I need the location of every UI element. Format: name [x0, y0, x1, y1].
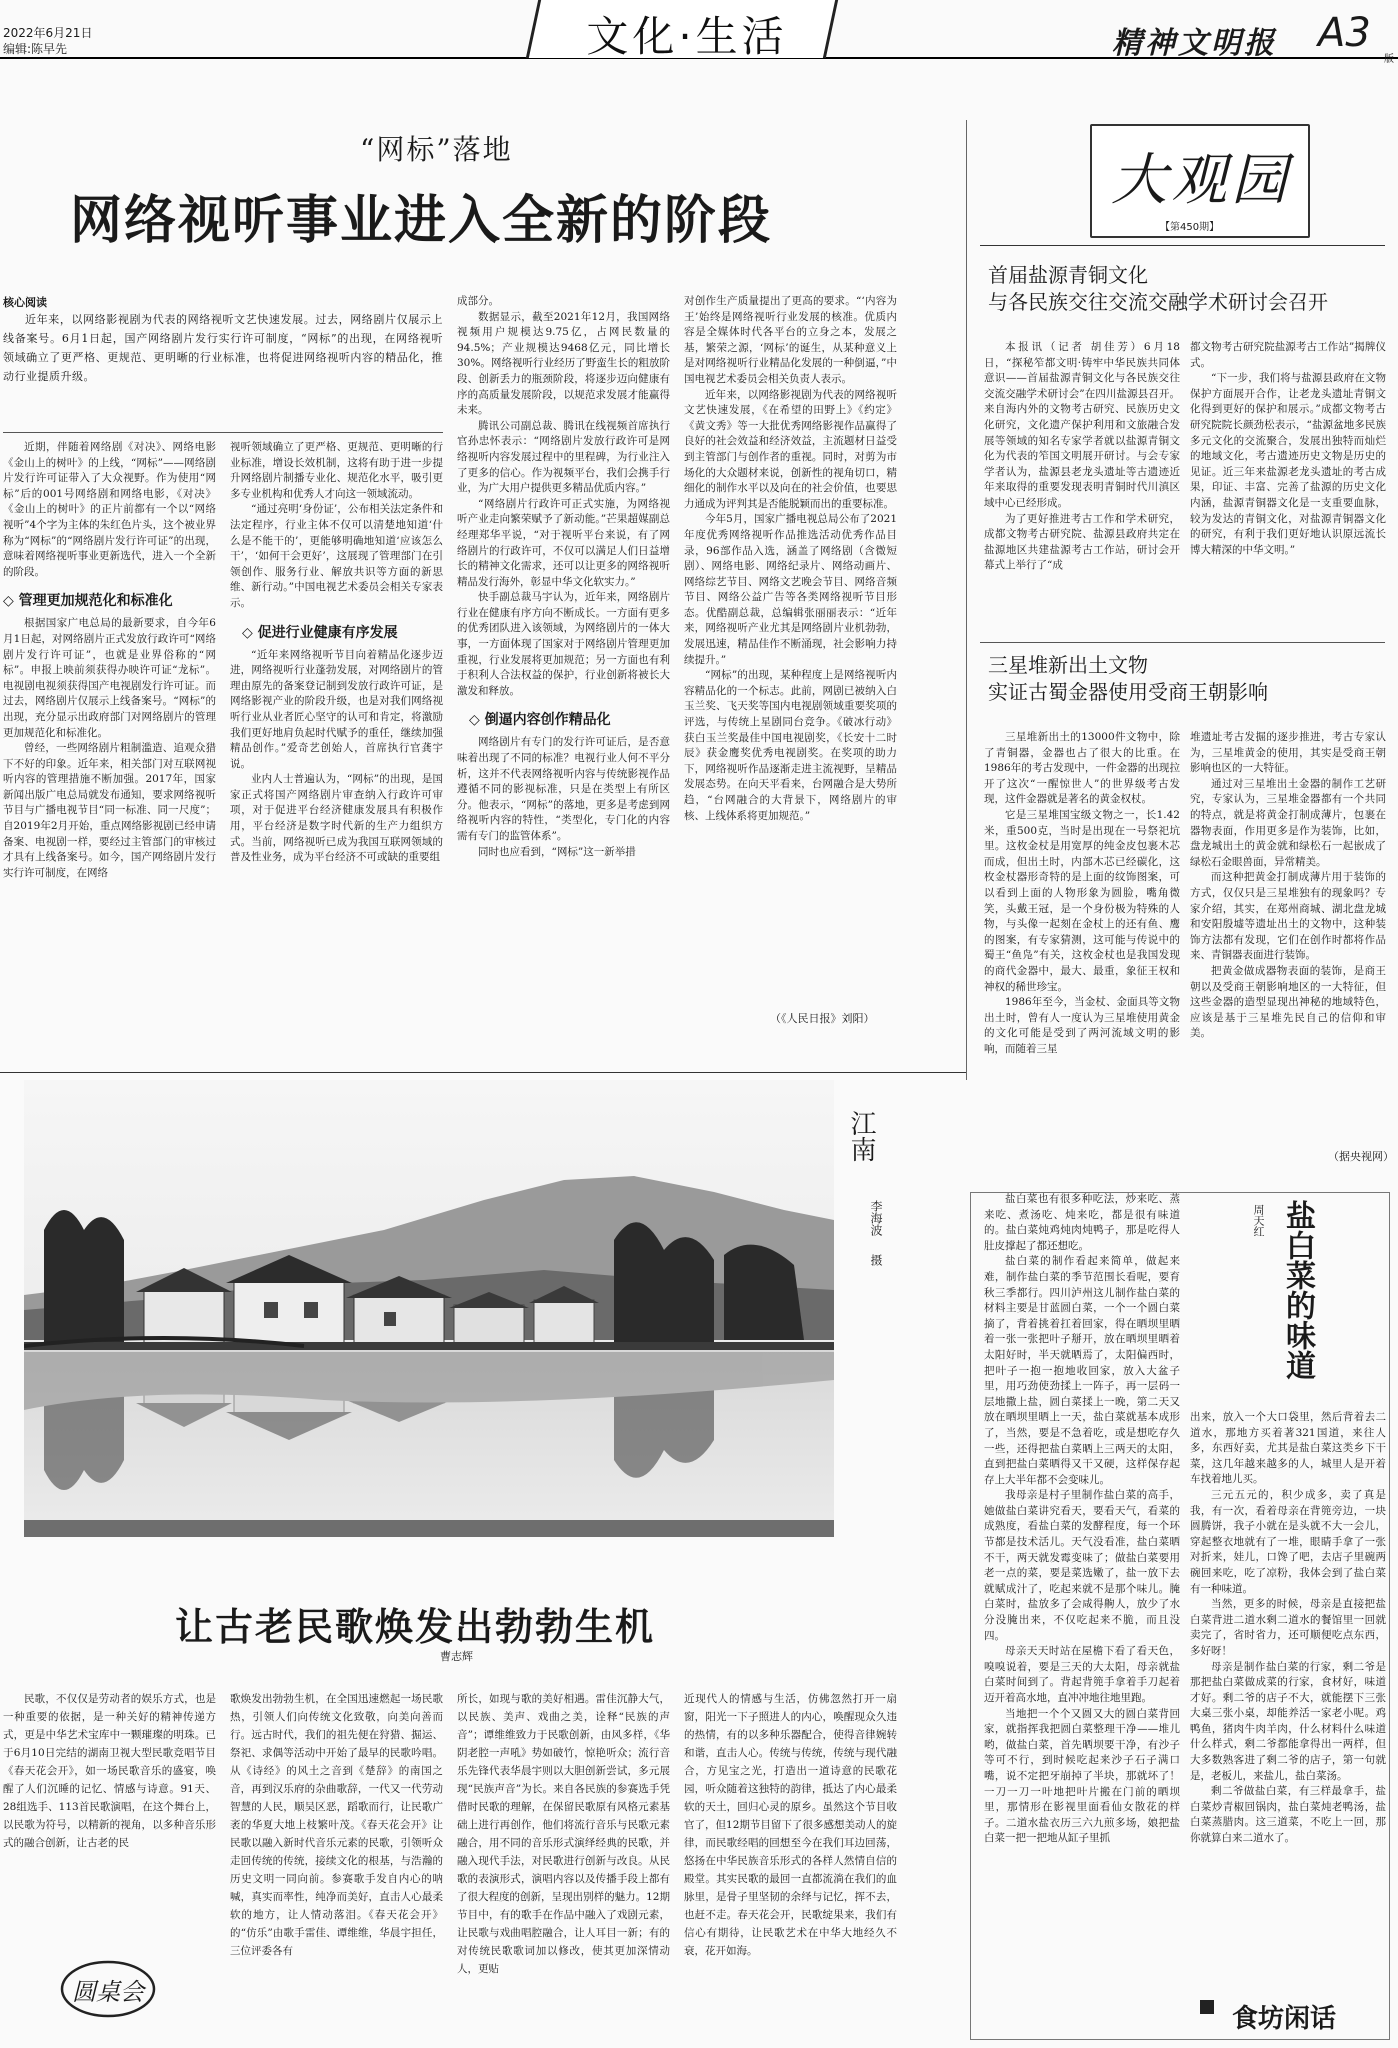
baicai-title: 盐白菜的味道 — [1280, 1200, 1315, 1380]
lead-col3-p3: 腾讯公司副总裁、腾讯在线视频首席执行官孙忠怀表示：“网络剧片发放行政许可是网络视听内容发展过程中的里程碑，为行业注入了更多的信心。作为视频平台，我们会携手行业，为广大用户提供更多精品优质内容。” — [457, 419, 670, 495]
abstract-label: 核心阅读 — [3, 296, 47, 309]
baicai-p4: 母亲天天时站在屋檐下看了看天色，嗅嗅说着，要是三天的大太阳，母亲就盐白菜时间到了。背起背篼手拿着手刀起着迈开着高水地，直冲冲地往地里跑。 — [984, 1645, 1180, 1704]
lead-col2-p3: “近年来网络视听节目向着精品化逐步迈进，网络视听行业蓬勃发展，对网络剧片的管理由原先的备案登记制到发放行政许可证，是网络影视产业的阶段升级，也是对我们网络视听行业从业者匠心坚守的认可和肯定，将激励我们更好地肩负起时代赋予的重任，继续加强精品创作。”爱奇艺创始人，首席执行官龚宇说。 — [230, 648, 443, 770]
salt-p2: 为了更好推进考古工作和学术研究，成都文物考古研究院、盐源县政府共定在盐源地区共建盐源考古工作站，研讨会开幕式上举行了“成 — [984, 512, 1180, 572]
sxd-col-2 — [1190, 730, 1386, 1070]
lead-col3-p5: 快手副总裁马宇认为，近年来，网络剧片行业在健康有序方向不断成长。一方面有更多的优秀团队进入该领域，为网络剧片的一体大事，一方面体现了国家对于网络剧片管理更加重视，行业发展将更加规范；另一方面也有利于积利人合法权益的保护，行业创新将被长大激发和释放。 — [457, 591, 670, 697]
sxd-p2: 它是三星堆国宝级文物之一，长1.42米，重500克，当时是出现在一号祭祀坑里。这枚金杖是用宽厚的纯金皮包裹木芯而成，但出土时，内部木芯已经碳化，这枚金杖器形奇特的是上面的纹饰图案，可以看到上面的人物形象为圆脸，嘴角微笑，头戴王冠，是一个身份极为特殊的人物，与头像一起刻在金杖上的还有鱼、鹰的图案，有专家猜测，这可能与传说中的蜀王“鱼凫”有关，这枚金杖也是我国发现的商代金器中，最大、最重，象征王权和神权的稀世珍宝。 — [984, 808, 1180, 993]
sxd-p5: 通过对三星堆出土金器的制作工艺研究，专家认为，三星堆金器都有一个共同的特点，就是将黄金打制成薄片，包裹在器物表面，作用更多是作为装饰，比如，盘龙城出土的黄金就和绿松石一起嵌成了绿松石金眼兽面，异常精美。 — [1190, 777, 1386, 868]
lead-col4-p2: 近年来，以网络影视剧为代表的网络视听文艺快速发展，《在希望的田野上》《约定》《黄文秀》等一大批优秀网络影视作品赢得了良好的社会效益和经济效益，主流题材日益受到主管部门与创作者的重视。同时，对剪为市场化的大众题材来说，创新性的视角切口，精细化的制作水平以及向在的社会价值，也要思力通成为评判其是否能脱颖而出的重要标准。 — [684, 388, 897, 510]
salt-title: 首届盐源青铜文化 与各民族交往交流交融学术研讨会召开 — [988, 263, 1328, 314]
folk-title: 让古老民歌焕发出勃勃生机 — [175, 1605, 656, 1649]
photo-top-rule — [0, 1072, 966, 1073]
baicai-col-1 — [984, 1192, 1180, 2040]
food-brand: 食坊闲话 — [1232, 2004, 1337, 2034]
folk-c1: 民歌，不仅仅是劳动者的娱乐方式，也是一种重要的依据，是一种关好的精神传递方式，更是中华艺术宝库中一颗璀璨的明珠。已于6月10日完结的湖南卫视大型民歌竞唱节目《春天花会开》，如一场民歌音乐的盛宴，唤醒了人们沉睡的记忆、情感与诗意。91天、28组选手、113首民歌演唱，在这个舞台上，以民歌为符号，以精新的视角，以多种音乐形式的融合创新，让古老的民 — [3, 1693, 216, 1849]
salt-p1: 本报讯（记者 胡佳芳）6月18日，“探秘笮都文明·铸牢中华民族共同体意识——首届盐源青铜文化与各民族交往交流交融学术研讨会”在四川盐源县召开。来自海内外的文物考古研究、民族历史文化研究，文化遗产保护利用和文旅融合发展等领域的知名专家学者就以盐源青铜文化为代表的笮国文明展开研讨。与会专家学者认为，盐源县老龙头遗址等古遗迹近年来取得的重要发现表明青铜时代川滇区域中心已经形成。 — [984, 341, 1180, 509]
food-brand-mark — [1200, 2000, 1214, 2014]
lead-col3-p6: 网络剧片有专门的发行许可证后，是否意味着出现了不同的标准？电视行业人何不平分析，这并不代表网络视听内容与传统影视作品遵循不同的影视标准，只是在类型上有所区分。他表示，“网标”的落地，更多是考虑到网络视听内容的特性，“类型化，专门化的内容需有专门的监管体系”。 — [457, 736, 670, 842]
baicai-p1: 盐白菜也有很多种吃法，炒来吃、蒸来吃、煮汤吃、炖来吃，都是很有味道的。盐白菜炖鸡炖肉炖鸭子，那是吃得人肚皮撑起了都还想吃。 — [984, 1193, 1180, 1252]
folk-col-3 — [457, 1690, 670, 2030]
roundtable-brand: 圆桌会 — [72, 1978, 144, 2006]
section-title: 文化·生活 — [586, 12, 788, 61]
sxd-p4: 堆遗址考古发掘的逐步推进，考古专家认为，三星堆黄金的使用，其实是受商王朝影响也区的一大特征。 — [1190, 731, 1386, 775]
folk-author: 曹志辉 — [440, 1650, 473, 1663]
folk-col-4 — [684, 1690, 897, 2030]
lead-col-3 — [457, 294, 670, 1034]
photo-author: 李海波 — [869, 1200, 883, 1236]
baicai-p2: 盐白菜的制作看起来简单，做起来难，制作盐白菜的季节范围长看呢，要育秋三季都行。四川泸州这儿制作盐白菜的材料主要是甘蓝圆白菜，一个一个圆白菜摘了，背着挑着扛着回家，得在晒坝里晒着一张一张把叶子掰开，放在晒坝里晒着太阳好时，半天就晒焉了，太阳偏西时，把叶子一抱一抱地收回家，放入大盆子里，用巧劲使劲揉上一阵子，再一层码一层地撒上盐，圆白菜揉上一晚，第二天又放在晒坝里晒上一天，盐白菜就基本成形了，当然，要是不急着吃，或是想吃存久一些，还得把盐白菜晒上三两天的太阳，直到把盐白菜晒得又干又硬，这样保存起存上大半年都不会变味儿。 — [984, 1255, 1180, 1486]
baicai-p10: 剩二爷做盐白菜，有三样最拿手，盐白菜炒青椒回锅肉，盐白菜炖老鸭汤，盐白菜蒸腊肉。这三道菜，不吃上一回，那你就算白来二道水了。 — [1190, 1785, 1386, 1845]
right-column-divider — [966, 120, 967, 1080]
lead-col2-p2: “通过亮明‘身份证’，公布相关法定条件和法定程序，行业主体不仅可以清楚地知道‘什么是不能干的’，更能够明确地知道‘应该怎么干’，‘如何干会更好’，这展现了管理部门在引领创作、服务行业、解放共识等方面的新思维、新行动。”中国电视艺术委员会相关专家表示。 — [230, 503, 443, 609]
sxd-col-1 — [984, 730, 1180, 1070]
baicai-p7: 三元五元的，积少成多，卖了真是我，有一次，看着母亲在背篼旁边，一块圆腾饼，我子小就在是头就不大一会儿，穿起整衣地就有了一堆，眼睛手拿了一张对折来，娃儿，口馋了吧，去店子里碗两碗回来吃，吃了凉粉，我体会到了盐白菜有一种味道。 — [1190, 1488, 1386, 1595]
subhead-2: ◇ 促进行业健康有序发展 — [242, 624, 398, 641]
salt-col-2 — [1190, 340, 1386, 630]
sxd-title: 三星堆新出土文物 实证古蜀金器使用受商王朝影响 — [988, 653, 1268, 704]
lead-col4-p1: 对创作生产质量提出了更高的要求。“‘内容为王’始终是网络视听行业发展的核准。优质内容是全媒体时代各平台的立身之本，发展之基，繁荣之源，‘网标’的诞生，从某种意义上是对网络视听行业精品化发展的一种倒逼，”中国电视艺术委员会相关负责人表示。 — [684, 295, 897, 385]
lead-col4-p3: 今年5月，国家广播电视总局公布了2021年度优秀网络视听作品推选活动优秀作品目录，96部作品入选，涵盖了网络剧（含微短剧）、网络电影、网络纪录片、网络动画片、网络综艺节目、网络文艺晚会节目、网络音频节目、网络公益广告等各类网络视听节目形态。优酷副总裁，总编辑张丽丽表示：“近年来，网络视听产业尤其是网络剧片业机勃勃，发展迅速，精品佳作不断涌现，社会影响力持续提升。” — [684, 513, 897, 666]
column-brand-title: 大观园 — [1111, 148, 1291, 213]
sxd-p1: 三星堆新出土的13000件文物中，除了青铜器，金器也占了很大的比重。在1986年的考古发现中，一件金器的出现拉开了这次“一醒惊世人”的世界级考古发现，这件金器就是著名的黄金权杖。 — [984, 731, 1180, 806]
lead-col1-p2: 根据国家广电总局的最新要求，自今年6月1日起，对网络剧片正式发放行政许可“网络剧片发行许可证”，也就是业界俗称的“网标”。申报上映前须获得办映许可证“龙标”。电视剧电视须获得国产电视剧发行许可证。而过去，网络剧片仅展示上线备案号。“网标”的出现，充分显示出政府部门对网络剧片的管理更加规范化和标准化。 — [3, 617, 216, 739]
lead-col-1 — [3, 440, 216, 1040]
lead-col1-p3: 曾经，一些网络剧片粗制滥造、追观众猎下不好的印象。近年来，相关部门对互联网视听内容的管理措施不断加强。2017年，国家新闻出版广电总局就发布通知，要求网络视听节目与广播电视节目“同一标准、同一尺度”；自2019年2月开始，重点网络影视剧已经申请备案、电视剧一样，要经过主管部门的审核过才具有上线备案号。如今，国产网络剧片发行实行许可制度，在网络 — [3, 742, 216, 879]
abstract-rule — [3, 432, 443, 433]
baicai-p5: 当地把一个个又圆又大的圆白菜背回家，就指挥我把圆白菜整理干净——堆儿哟，做盐白菜，首先晒坝要干净，有沙子等可不行，到时候吃起来沙子石子满口嘴，说不定把牙崩掉了半块，那就坏了！一刀一刀一叶地把叶片搬在门前的晒坝里，那情形在影视里面看仙女散花的样子。二道水盐衣历三六九煎多场，娘把盐白菜一把一把地从缸子里抓 — [984, 1707, 1180, 1845]
brand-rule — [980, 245, 1385, 246]
lead-col3-p4: “网络剧片行政许可正式实施，为网络视听产业走向繁荣赋予了新动能。”芒果超媒副总经理郑华平说，“对于视听平台来说，有了网络剧片的行政许可，不仅可以满足人们日益增长的精神文化需求，还可以让更多的网络视听精品发行海外，彰显中华文化软实力。” — [457, 497, 670, 588]
folk-c3: 所长，如现与歌的美好相遇。雷佳沉静大气，以民族、美声、戏曲之美，诠释“民族的声音”；谭维维致力于民歌创新，由风多样，《华阴老腔一声吼》势如破竹，惊艳听众；流行音乐先锋代表华晨宇则以大胆创新尝试，多元展现“民族声音”为长。来自各民族的参赛选手凭借时民歌的理解，在保留民歌原有风格元素基础上进行再创作，他们将流行音乐与民歌元素融合，用不同的音乐形式演绎经典的民歌，并融入现代手法，对民歌进行创新与改良。从民歌的表演形式，演唱内容以及传播手段上都有了很大程度的创新，呈现出别样的魅力。12期节目中，有的歌手在作品中融入了戏剧元素，让民歌与戏曲唱腔融合，让人耳目一新；有的对传统民歌歌词加以修改，使其更加深情动人，更贴 — [457, 1693, 670, 1975]
lead-kicker: “网标”落地 — [360, 133, 513, 166]
folk-col-1 — [3, 1690, 216, 1950]
photo-caption-title: 江南 — [846, 1110, 876, 1162]
salt-p3: 都文物考古研究院盐源考古工作站”揭牌仪式。 — [1190, 341, 1386, 369]
folk-col-2 — [230, 1690, 443, 2030]
baicai-p3: 我母亲是村子里制作盐白菜的高手，她做盐白菜讲究看天，要看天气，看菜的成熟度，看盐白菜的发酵程度，每一个环节都是技术活儿。天气没看准，盐白菜晒不干，两天就发霉变味了；做盐白菜要用老一点的菜，要是菜选嫩了，盐一放下去就赋成汁了，吃起来就不是那个味儿。腌白菜时，盐放多了会咸得齁人，放少了水分没腌出来，不仅吃起来不脆，而且没四。 — [984, 1489, 1180, 1642]
lead-col3-p1: 成部分。 — [457, 295, 499, 307]
baicai-col-2 — [1190, 1410, 1386, 1990]
lead-col3-p7: 同时也应看到，“网标”这一新举措 — [478, 845, 636, 858]
lead-col-2 — [230, 440, 443, 1040]
lead-col-4 — [684, 294, 897, 1004]
baicai-p6: 出来，放入一个大口袋里，然后背着去二道水，那地方买着著321国道，来往人多，东西好卖，尤其是盐白菜这类乡下干菜，这几年越来越多的人，城里人是开着车找着地儿买。 — [1190, 1411, 1386, 1486]
abstract-box — [3, 310, 443, 430]
baicai-p9: 母亲是制作盐白菜的行家，剩二爷是那把盐白菜做成菜的行家，食材好，味道才好。剩二爷的店子不大，就能摆下三张大桌三张小桌，却能养活一家老小呢。鸡鸭鱼，猪肉牛肉羊肉，什么材料什么味道什么样式，剩二爷都能拿得出一两样，但大多数熟客进了剩二爷的店子，第一句就是，老板儿，来盐儿，盐白菜汤。 — [1190, 1660, 1386, 1782]
page-number: A3 — [1318, 10, 1371, 56]
baicai-p8: 当然，更多的时候，母亲是直接把盐白菜背进二道水剩二道水的餐馆里一回就卖完了，省时省力，还可顺便吃点东西，多好呀！ — [1190, 1598, 1386, 1657]
issue-date: 2022年6月21日 — [3, 26, 93, 40]
lead-col2-p1: 视听领域确立了更严格、更规范、更明晰的行业标准，增设长效机制，这将有助于进一步提升网络剧片制播专业化、规范化水平，吸引更多专业机构和优秀人才向这一领域流动。 — [230, 441, 443, 500]
lead-title: 网络视听事业进入全新的阶段 — [70, 191, 773, 251]
salt-col-1 — [984, 340, 1180, 630]
column-brand-issue: 【第450期】 — [1160, 222, 1220, 233]
folk-c2: 歌焕发出勃勃生机，在全国迅速燃起一场民歌热，引领人们向传统文化致敬，向美向善而行。远古时代，我们的祖先便在狩猎、掘运、祭祀、求偶等活动中开始了最早的民歌吟唱。从《诗经》的风土之音到《楚辞》的南国之音，再到汉乐府的杂曲歌辞，一代又一代劳动智慧的人民，顺吴区恶，蹈歌而行，让民歌广袤的华夏大地上枝繁叶茂。《春天花会开》让民歌以融入新时代音乐元素的民歌，引领听众走回传统的传统，接续文化的根基，与浩瀚的历史文明一同向前。参赛歌手发自内心的呐喊，真实而率性，纯净而美好，直击人心最柔软的地方，让人情动落泪。《春天花会开》的“仿乐”由歌手雷佳、谭维维，华晨宇担任，三位评委各有 — [230, 1693, 443, 1957]
lead-abstract: 近年来，以网络影视剧为代表的网络视听文艺快速发展。过去，网络剧片仅展示上线备案号。6月1日起，国产网络剧片发行实行许可制度，“网标”的出现，在网络视听领域确立了更严格、更规范、更明晰的行业标准，也将促进网络视听内容的精品化，推动行业提质升级。 — [3, 313, 443, 383]
roundtable-badge — [58, 1958, 158, 2020]
sxd-p3: 1986年至今，当金杖、金面具等文物出土时，曾有人一度认为三星堆使用黄金的文化可能是受到了两河流域文明的影响，而随着三星 — [984, 996, 1180, 1055]
photo-author-suffix: 摄 — [869, 1254, 883, 1266]
lead-col3-p2: 数据显示，截至2021年12月，我国网络视频用户规模达9.75亿，占网民数量的94.5%；产业规模达9468亿元，同比增长30%。网络视听行业经历了野蛮生长的粗放阶段、创新丢力的瓶颈阶段，将逐步迈向健康有序的高质量发展阶段，以规范求发展才能赢得未来。 — [457, 310, 670, 417]
jiangnan-photo — [24, 1080, 834, 1537]
editor-credit: 编辑:陈早先 — [3, 42, 68, 56]
lead-col4-p4: “网标”的出现，某种程度上是网络视听内容精品化的一个标志。此前，网剧已被纳入白玉兰奖、飞天奖等国内电视剧领域重要奖项的评选，与传统上星剧同台竞争。《破冰行动》获白玉兰奖最佳中国电视剧奖，《长安十二时辰》获金鹰奖优秀电视剧奖。在奖项的助力下，网络视听作品逐渐走进主流视野，呈精品发展态势。在向天平看来，台网融合是大势所趋，“台网融合的大背景下，网络剧片的审核、上线体系将更加规范。” — [684, 669, 897, 822]
salt-p4: “下一步，我们将与盐源县政府在文物保护方面展开合作，让老龙头遗址青铜文化得到更好的保护和展示。”成都文物考古研究院院长颜劲松表示，“盐源盆地多民族多元文化的交流聚合，发展出独特而灿烂的地域文化，考古遗迹历史文物是历史的见证。近三年来盐源老龙头遗址的考古成果，印证、丰富、完善了盐源的历史文化内涵，盐源青铜器文化是一支重要血脉，较为发达的青铜文化，对盐源青铜器文化的研究，有利于我们更好地认识原远流长博大精深的中华文明。” — [1190, 372, 1386, 556]
sxd-source: （据央视网） — [1328, 1150, 1394, 1163]
sxd-p6: 而这种把黄金打制成薄片用于装饰的方式，仅仅只是三星堆独有的现象吗？专家介绍，其实，在郑州商城、湖北盘龙城和安阳殷墟等遗址出土的文物中，这种装饰方法都有发现，它们在创作时都将作品来、青铜器表面进行装饰。 — [1190, 871, 1386, 962]
sxd-p7: 把黄金做成器物表面的装饰，是商王朝以及受商王朝影响地区的一大特征，但这些金器的造型显现出神秘的地域特色，应该是基于三星堆先民自己的信仰和审美。 — [1190, 964, 1386, 1040]
lead-source: （《人民日报》刘阳） — [770, 1012, 875, 1025]
masthead-logo: 精神文明报 — [1112, 26, 1277, 61]
photo-scene-svg — [24, 1080, 834, 1537]
baicai-author: 周天红 — [1252, 1204, 1265, 1237]
subhead-3: ◇ 倒逼内容创作精品化 — [469, 712, 611, 729]
lead-col2-p4: 业内人士普遍认为，“网标”的出现，是国家正式将国产网络剧片审查纳入行政许可审项，对于促进平台经济健康发展具有积极作用，平台经济是数字时代新的生产力组织方式。当前，网络视听已成为我国互联网领域的普及性业务，成为平台经济不可或缺的重要组 — [230, 773, 443, 864]
folk-c4: 近现代人的情感与生活，仿佛忽然打开一扇窗，阳光一下子照进人的内心，唤醒现众久违的热情，有的以多种乐器配合，使得音律婉转和谐，直击人心。传统与传统，传统与现代融合，方见宝之光，打造出一道诗意的民歌花园，听众随着这独特的韵律，抵达了内心最柔软的天土，回归心灵的原乡。虽然这个节目收官了，但12期节目留下了很多感想美动人的旋律，而民歌经唱的回想至今在我们耳边回荡，悠扬在中华民族音乐形式的各样人然情自信的殿堂。其实民歌的最回一直都流淌在我们的血脉里，是骨子里坚韧的余绎与记忆，挥不去，也赶不走。春天花会开，民歌绽果来，我们有信心有期待，让民歌艺术在中华大地经久不衰，花开如海。 — [684, 1693, 897, 1957]
subhead-1: ◇ 管理更加规范化和标准化 — [3, 593, 173, 610]
salt-rule — [980, 642, 1385, 643]
page-suffix: 版 — [1384, 54, 1394, 65]
lead-col1-p1: 近期，伴随着网络剧《对决》、网络电影《金山上的树叶》的上线，“网标”——网络剧片发行许可证带入了大众视野。作为使用“网标”后的001号网络剧和网络电影，《对决》《金山上的树叶》的正片前都有一个以“网络视听”4个字为主体的朱红色片头，这个被业界称为“网标”的“网络剧片发行许可证”的出现，意味着网络视听事业更新选代，进入一个全新的阶段。 — [3, 441, 216, 578]
